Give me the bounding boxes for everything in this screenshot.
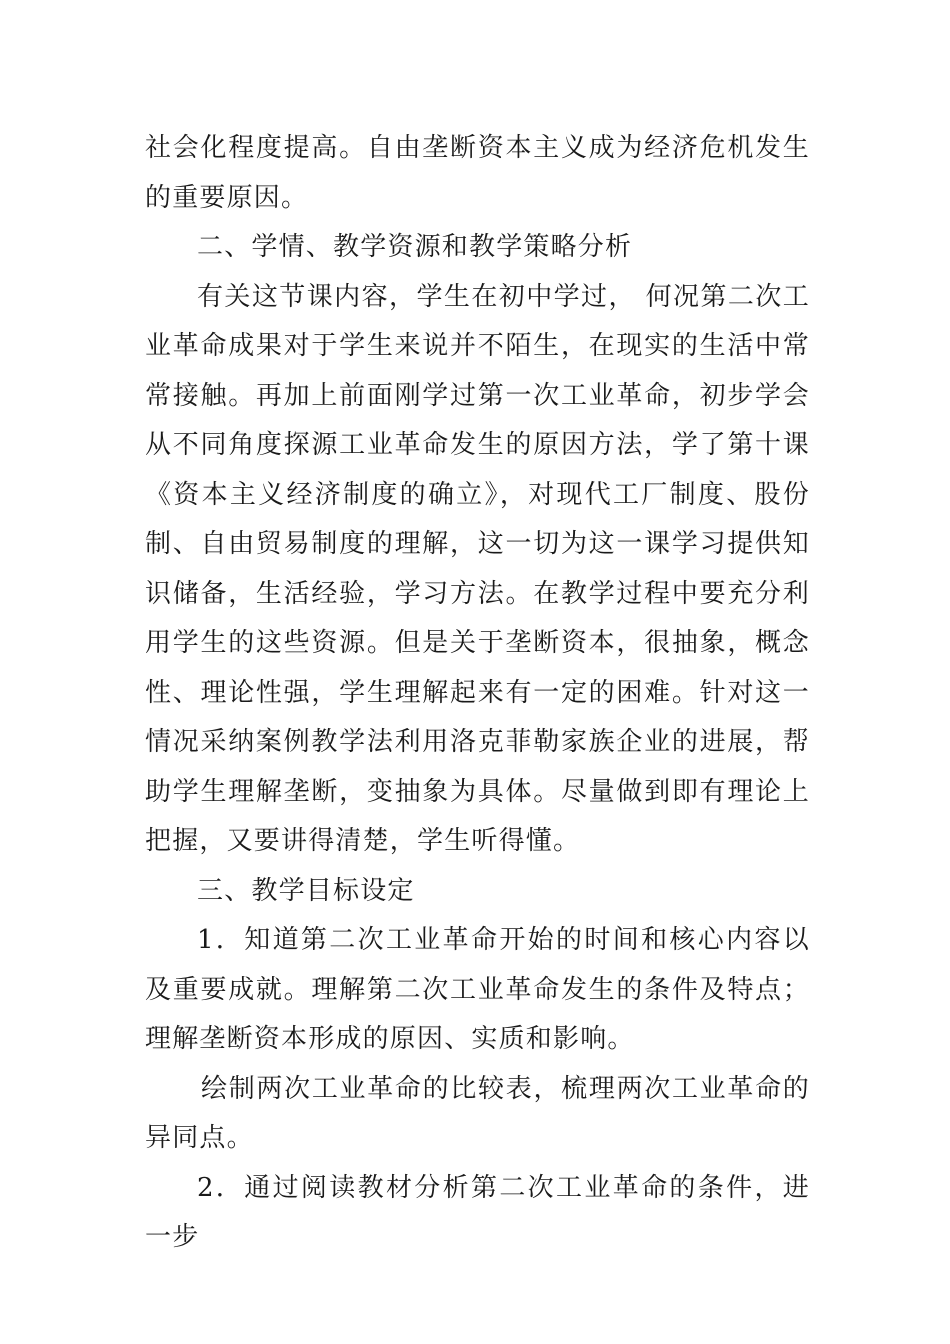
paragraph-continuation: 社会化程度提高。自由垄断资本主义成为经济危机发生的重要原因。	[145, 133, 810, 213]
section-heading-2: 二、学情、教学资源和教学策略分析	[197, 232, 633, 262]
paragraph-student-analysis: 有关这节课内容，学生在初中学过， 何况第二次工业革命成果对于学生来说并不陌生，在现实的生活中常常接触。再加上前面刚学过第一次工业革命，初步学会从不同角度探源工业革命发生的原因方法，学了第十课《资本主义经济制度的确立》，对现代工厂制度、股份制、自由贸易制度的理解，这一切为这一课学习提供知识储备，生活经验，学习方法。在教学过程中要充分利用学生的这些资源。但是关于垄断资本，很抽象，概念性、理论性强，学生理解起来有一定的困难。针对这一情况采纳案例教学法利用洛克菲勒家族企业的进展，帮助学生理解垄断，变抽象为具体。尽量做到即有理论上把握，又要讲得清楚，学生听得懂。	[145, 281, 810, 856]
paragraph-comparison-table: 绘制两次工业革命的比较表，梳理两次工业革命的异同点。	[145, 1073, 810, 1153]
document-body	[145, 124, 810, 1263]
paragraph-objective-2: 2．通过阅读教材分析第二次工业革命的条件，进一步	[145, 1172, 810, 1252]
section-heading-3: 三、教学目标设定	[197, 875, 415, 906]
paragraph-objective-1: 1．知道第二次工业革命开始的时间和核心内容以及重要成就。理解第二次工业革命发生的条件及特点；理解垄断资本形成的原因、实质和影响。	[145, 925, 810, 1054]
